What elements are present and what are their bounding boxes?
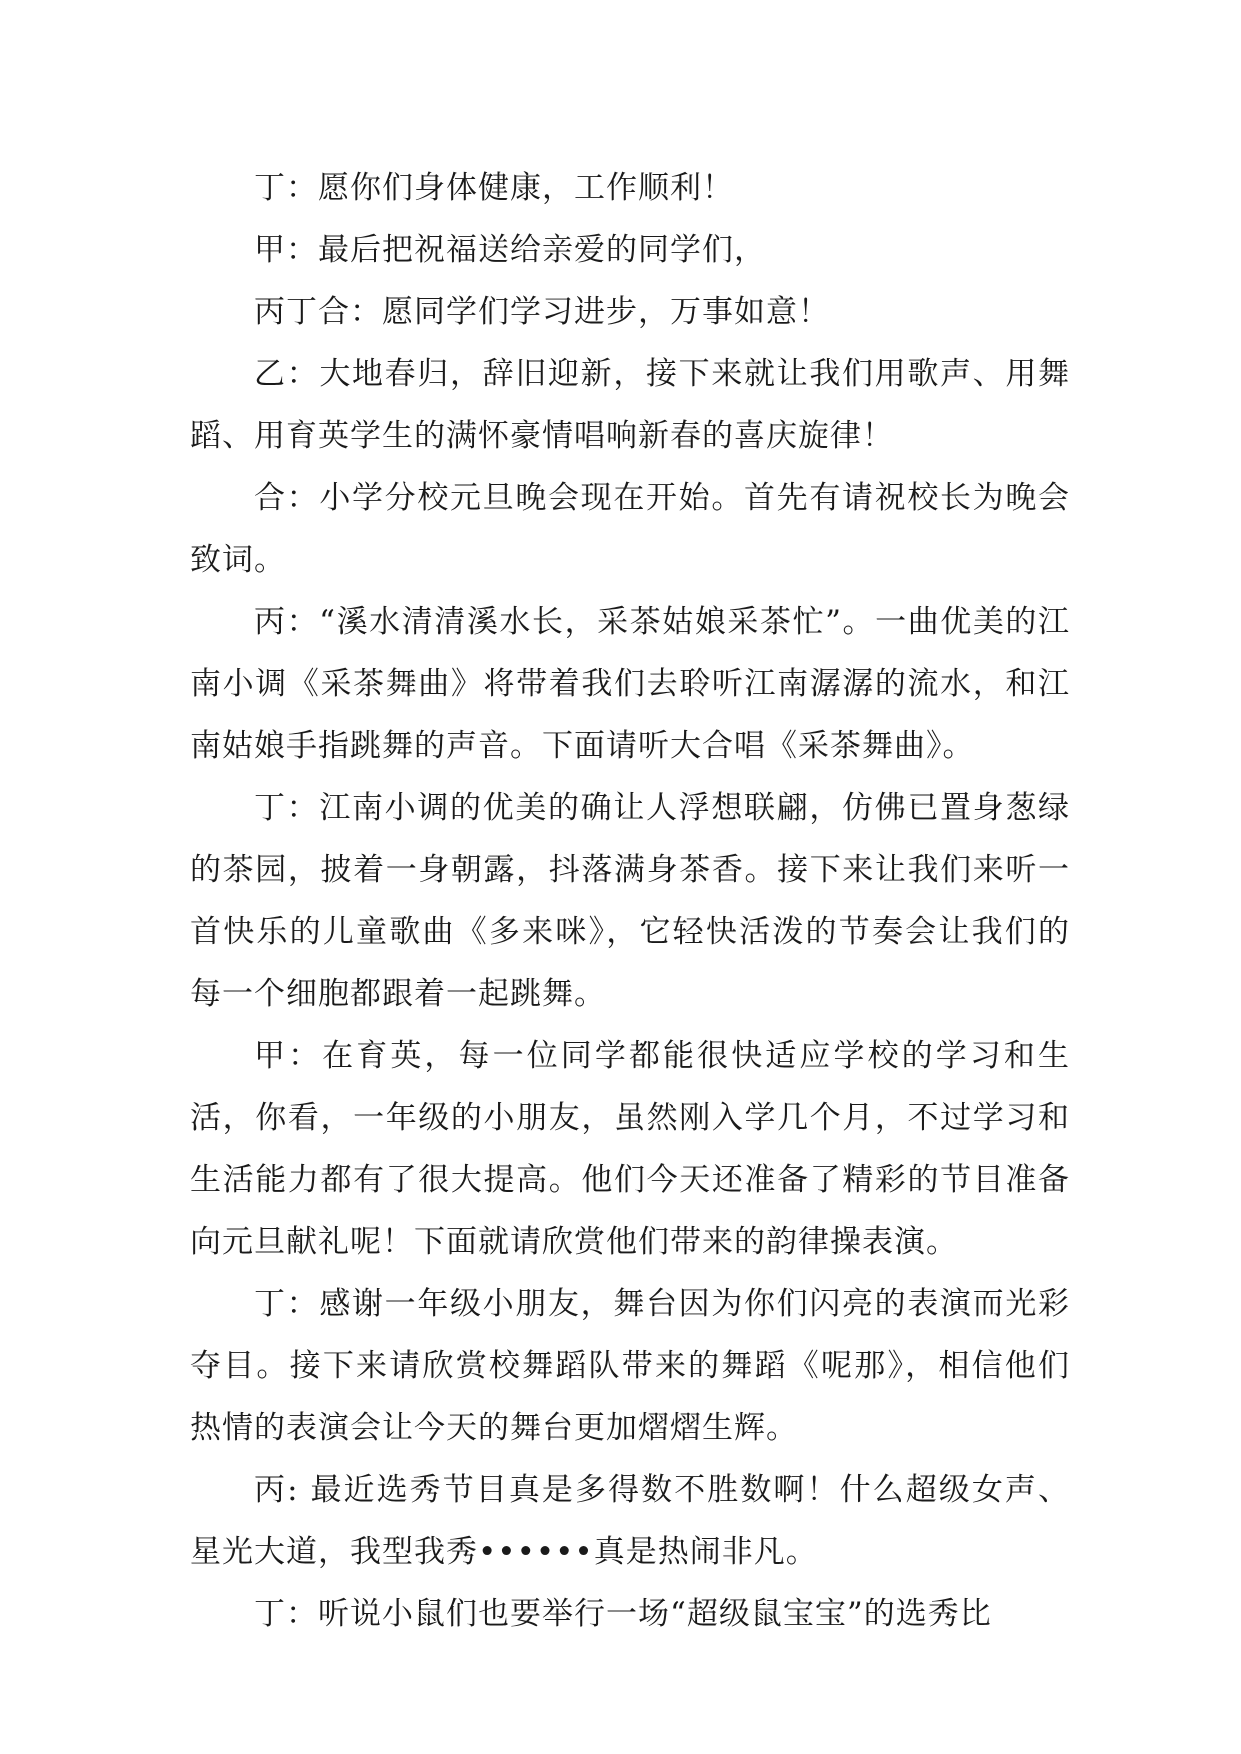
paragraph: 丙：“溪水清清溪水长，采茶姑娘采茶忙”。一曲优美的江南小调《采茶舞曲》将带着我们去聆听江南潺潺的流水，和江南姑娘手指跳舞的声音。下面请听大合唱《采茶舞曲》。 xyxy=(190,604,1070,764)
paragraph: 丙丁合：愿同学们学习进步，万事如意！ xyxy=(254,294,830,330)
document-body xyxy=(190,157,1070,1645)
paragraph: 甲：最后把祝福送给亲爱的同学们， xyxy=(254,232,766,268)
paragraph: 合：小学分校元旦晚会现在开始。首先有请祝校长为晚会致词。 xyxy=(190,480,1070,578)
paragraph: 丁：江南小调的优美的确让人浮想联翩，仿佛已置身葱绿的茶园，披着一身朝露，抖落满身茶香。接下来让我们来听一首快乐的儿童歌曲《多来咪》，它轻快活泼的节奏会让我们的每一个细胞都跟着一起跳舞。 xyxy=(190,790,1070,1012)
paragraph: 乙：大地春归，辞旧迎新，接下来就让我们用歌声、用舞蹈、用育英学生的满怀豪情唱响新春的喜庆旋律！ xyxy=(190,356,1070,454)
paragraph: 丁：愿你们身体健康，工作顺利！ xyxy=(254,170,734,206)
paragraph: 丙: 最近选秀节目真是多得数不胜数啊！什么超级女声、星光大道，我型我秀••••••真是热闹非凡。 xyxy=(190,1472,1070,1570)
paragraph: 甲：在育英，每一位同学都能很快适应学校的学习和生活，你看，一年级的小朋友，虽然刚入学几个月，不过学习和生活能力都有了很大提高。他们今天还准备了精彩的节目准备向元旦献礼呢！下面就请欣赏他们带来的韵律操表演。 xyxy=(190,1038,1070,1260)
paragraph: 丁：感谢一年级小朋友，舞台因为你们闪亮的表演而光彩夺目。接下来请欣赏校舞蹈队带来的舞蹈《呢那》，相信他们热情的表演会让今天的舞台更加熠熠生辉。 xyxy=(190,1286,1070,1446)
paragraph: 丁：听说小鼠们也要举行一场“超级鼠宝宝”的选秀比 xyxy=(254,1596,992,1632)
